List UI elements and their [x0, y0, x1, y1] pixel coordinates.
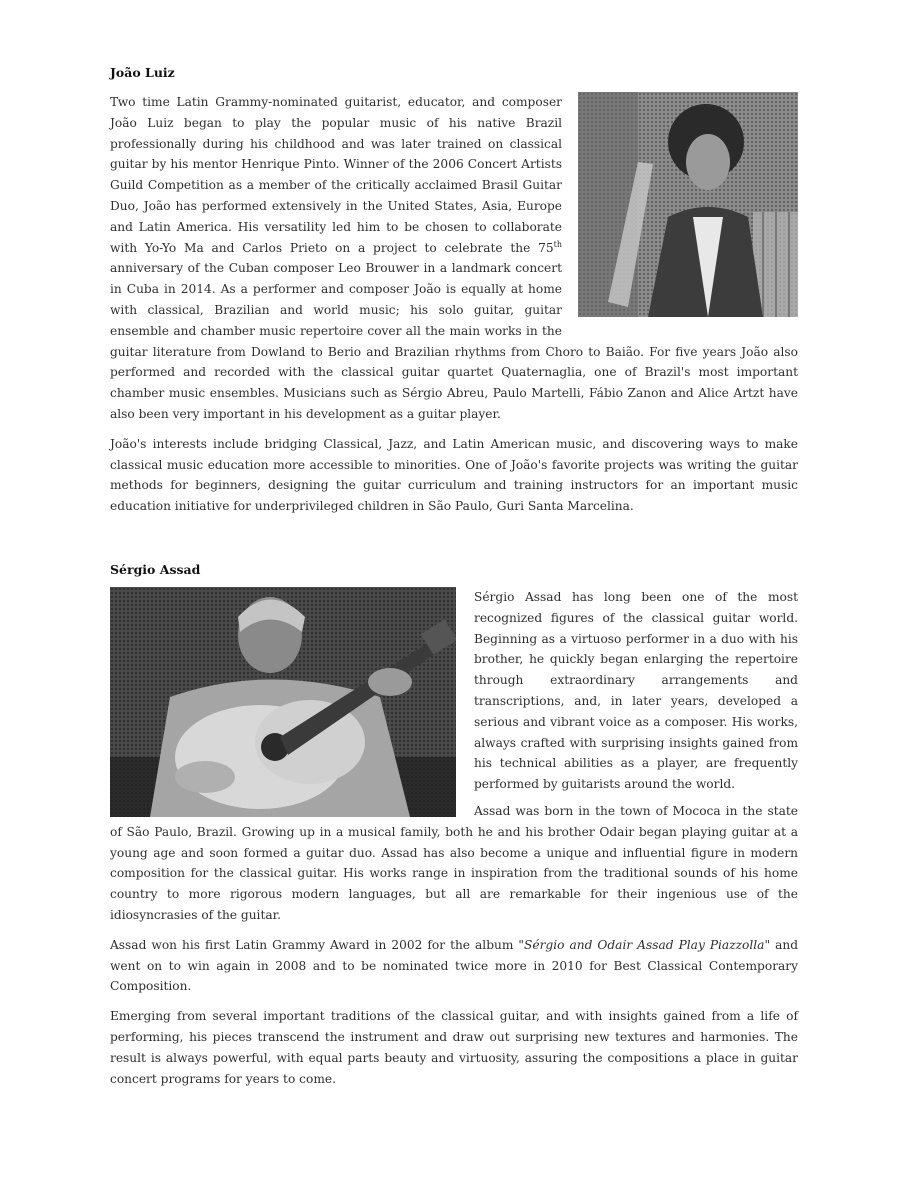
sergio-bio-text-b: and went on to win again in 2008 and to be nominated twice more in 2010 for Best Classical Contemporary Composition. — [110, 937, 798, 994]
sergio-bio-paragraph-1: Sérgio Assad has long been one of the most recognized figures of the classical guitar world. Beginning as a virtuoso performer in a duo with his brother, he quickly began enlarging the repertoire through extraordinary arrangements and transcriptions, and, in later years, developed a serious and vibrant voice as a composer. His works, always crafted with surprising insights gained from his technical abilities as a player, are frequently performed by guitarists around the world. — [474, 590, 798, 792]
sergio-bio-paragraph-2: Assad was born in the town of Mococa in the state of São Paulo, Brazil. Growing up in a musical family, both he and his brother Odair began playing guitar at a young age and soon formed a guitar duo. Assad has also become a unique and influential figure in modern composition for the classical guitar. His works range in inspiration from the traditional sounds of his home country to more rigorous modern languages, but all are remarkable for their ingenious use of the idiosyncrasies of the guitar. — [110, 803, 798, 922]
sergio-assad-heading: Sérgio Assad — [110, 562, 201, 577]
joao-bio-paragraph-2: João's interests include bridging Classical, Jazz, and Latin American music, and discovering ways to make classical music education more accessible to minorities. One of João's favorite projects was writing the guitar methods for beginners, designing the guitar curriculum and training instructors for an important music education initiative for underprivileged children in São Paulo, Guri Santa Marcelina. — [110, 436, 798, 514]
joao-luiz-photo — [578, 92, 798, 317]
joao-luiz-heading: João Luiz — [110, 65, 175, 80]
sergio-bio-text-a: Assad won his first Latin Grammy Award in 2002 for the album — [110, 937, 519, 952]
joao-bio-text-b: anniversary of the Cuban composer Leo Brouwer in a landmark concert in Cuba in 2014. As a performer and composer João is equally at home with classical, Brazilian and world music; his solo guitar, guitar ensemble and chamber music repertoire cover all the main works in the guitar literature from Dowland to Berio and Brazilian rhythms from Choro to Baião. For five years João also performed and recorded with the classical guitar quartet Quaternaglia, one of Brazil's most important chamber music ensembles. Musicians such as Sérgio Abreu, Paulo Martelli, Fábio Zanon and Alice Artzt have also been very important in his development as a guitar player. — [110, 261, 798, 421]
sergio-album-title: "Sérgio and Odair Assad Play Piazzolla" — [518, 937, 771, 952]
sergio-assad-bio — [110, 587, 798, 1089]
sergio-bio-paragraph-4: Emerging from several important traditions of the classical guitar, and with insights gained from a life of performing, his pieces transcend the instrument and draw out surprising new textures and harmonies. The result is always powerful, with equal parts beauty and virtuosity, assuring the compositions a place in guitar concert programs for years to come. — [110, 1009, 798, 1086]
joao-luiz-bio — [110, 92, 798, 517]
joao-bio-ordinal: th — [553, 239, 562, 249]
sergio-assad-photo — [110, 587, 456, 817]
joao-bio-text-a: Two time Latin Grammy-nominated guitarist, educator, and composer João Luiz began to play the popular music of his native Brazil professionally during his childhood and was later trained on classical guitar by his mentor Henrique Pinto. Winner of the 2006 Concert Artists Guild Competition as a member of the critically acclaimed Brasil Guitar Duo, João has performed extensively in the United States, Asia, Europe and Latin America. His versatility led him to be chosen to collaborate with Yo-Yo Ma and Carlos Prieto on a project to celebrate the 75 — [110, 95, 562, 255]
